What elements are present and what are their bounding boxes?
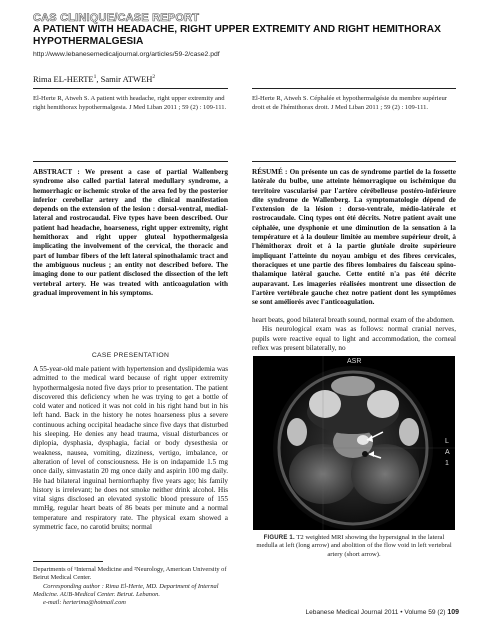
author-name: , Samir ATWEH: [96, 74, 153, 84]
body-paragraph: heart beats, good bilateral breath sound, normal exam of the abdomen.: [252, 316, 455, 324]
corresponding-author: Corresponding author : Rima El-Herte, MD. Department of Internal Medicine. AUB-Medical Center. Beirut. Lebanon.: [33, 582, 219, 598]
mri-orientation-label: LA1: [445, 438, 450, 467]
case-presentation-text: [33, 365, 228, 532]
footnote-divider: [33, 561, 103, 562]
article-title: A PATIENT WITH HEADACHE, RIGHT UPPER EXTREMITY AND RIGHT HEMITHORAX HYPOTHERMALGESIA: [33, 24, 441, 47]
divider: [33, 88, 228, 89]
mri-scan-illustration: [253, 356, 455, 530]
affiliation: Departments of ¹Internal Medicine and ²Neurology, American University of Beirut Medical Center.: [33, 566, 227, 582]
article-url[interactable]: http://www.lebanesemedicaljournal.org/articles/59-2/case2.pdf: [33, 51, 220, 58]
footnotes: [33, 566, 228, 607]
section-heading: CASE PRESENTATION: [91, 352, 170, 359]
journal-name: Lebanese Medical Journal 2011 • Volume 59 (2): [305, 609, 446, 616]
citation-english: El-Herte R, Atweh S. A patient with headache, right upper extremity and right hemithorax hypothermalgesia. J Med Liban 2011 ; 59 (2) : 109-111.: [33, 95, 227, 111]
abstract-english: ABSTRACT : We present a case of partial Wallenberg syndrome also called partial lateral medullary syndrome, a hemorrhagic or ischemic stroke of the area fed by the posterior inferior cerebellar artery and the clinical manifestation depends on the extension of the lesion : dorsal-ventral, medial-lateral and rostrocaudal. Five types have been described. Our patient had headache, hoarseness, right upper extremity, right hemithorax and right upper gluteal hypothermalgesia implicating the involvement of the cervical, the thoracic and part of lumbar fibers of the left lateral spinothalamic tract and the ambiguous nucleus ; an entity not described before. The imaging done to our patient disclosed the dissection of the left vertebral artery. He was treated with anticoagulation with gradual improvement in his symptoms.: [33, 168, 228, 297]
mri-image: [253, 356, 455, 530]
body-paragraph: A 55-year-old male patient with hypertension and dyslipidemia was admitted to the medical ward because of right upper extremity hypothermalgesia noted five days prior to presentation. The patient discovered this deficiency when he was trying to get a bottle of cold water and noticed it was not cold in his right hand but in his left hand. Back in the history he notes hoarseness plus a severe continuous aching occipital headache since five days that disturbed his sleeping. He denies any head trauma, visual disturbances or diplopia, dysphasia, dysphagia, facial or body dysesthesia or weakness, nausea, vomiting, dizziness, vertigo, imbalance, or alteration of level of consciousness. He is on indapamide 1.5 mg once daily, simvastatin 20 mg once daily and aspirin 100 mg daily. He had bilateral inguinal herniorrhaphy five years ago; his family history is irrelevant; he does not smoke neither drink alcohol. His vital signs disclosed an elevated systolic blood pressure of 155 mmHg, regular heart beats of 86 beats per minute and a normal temperature and respiratory rate. The physical exam showed a symmetric face, no carotid bruits; normal: [33, 365, 228, 532]
page-footer: [0, 609, 459, 616]
body-paragraph: His neurological exam was as follows: normal cranial nerves, pupils were reactive equal to light and accommodation, the corneal reflex was present bilaterally, no: [252, 325, 456, 352]
divider: [252, 161, 456, 162]
author-affiliation-mark: 1: [93, 74, 97, 81]
author-line: [33, 74, 155, 84]
divider: [33, 161, 228, 162]
abstract-french: RÉSUMÉ : On présente un cas de syndrome partiel de la fossette latérale du bulbe, une atteinte hémorragique ou ischémique du territoire vascularisé par l'artère cérébelleuse postéro-inférieure dite syndrome de Wallenberg. La symptomatologie dépend de l'extension de la lésion : dorso-ventrale, médio-latérale et rostrocaudale. Cinq types ont été décrits. Notre patient avait une céphalée, une dysphonie et une diminution de la sensation à la température et à la douleur limitée au membre supérieur droit, à l'hémithorax droit et à la partie glutéale droite supérieure impliquant l'atteinte du noyau ambigu et des fibres cervicales, thoraciques et une partie des fibres lombaires du faisceau spino-thalamique latéral gauche. Cette entité n'a pas été décrite auparavant. Les imageries réalisées montrent une dissection de l'artère vertébrale gauche chez notre patient dont les symptômes se sont améliorés avec l'anticoagulation.: [252, 168, 456, 307]
author-name: Rima EL-HERTE: [33, 74, 94, 84]
figure-caption: [253, 534, 455, 559]
email[interactable]: e-mail: herterima@hotmail.com: [43, 599, 126, 607]
figure-caption-text: T2 weighted MRI showing the hypersignal in the lateral medulla at left (long arrow) and abolition of the flow void in left vertebral artery (short arrow).: [256, 534, 452, 558]
right-column-text: [252, 316, 456, 353]
section-kicker: CAS CLINIQUE/CASE REPORT: [33, 12, 200, 24]
author-affiliation-mark: 2: [152, 74, 156, 81]
divider: [252, 88, 456, 89]
figure-label: FIGURE 1.: [263, 535, 295, 541]
mri-overlay-label: ASR: [347, 358, 362, 365]
page-number: 109: [447, 609, 459, 616]
citation-french: El-Herte R, Atweh S. Céphalée et hypothermalgésie du membre supérieur droit et de l'hémithorax droit. J Med Liban 2011 ; 59 (2) : 109-111.: [252, 95, 448, 111]
